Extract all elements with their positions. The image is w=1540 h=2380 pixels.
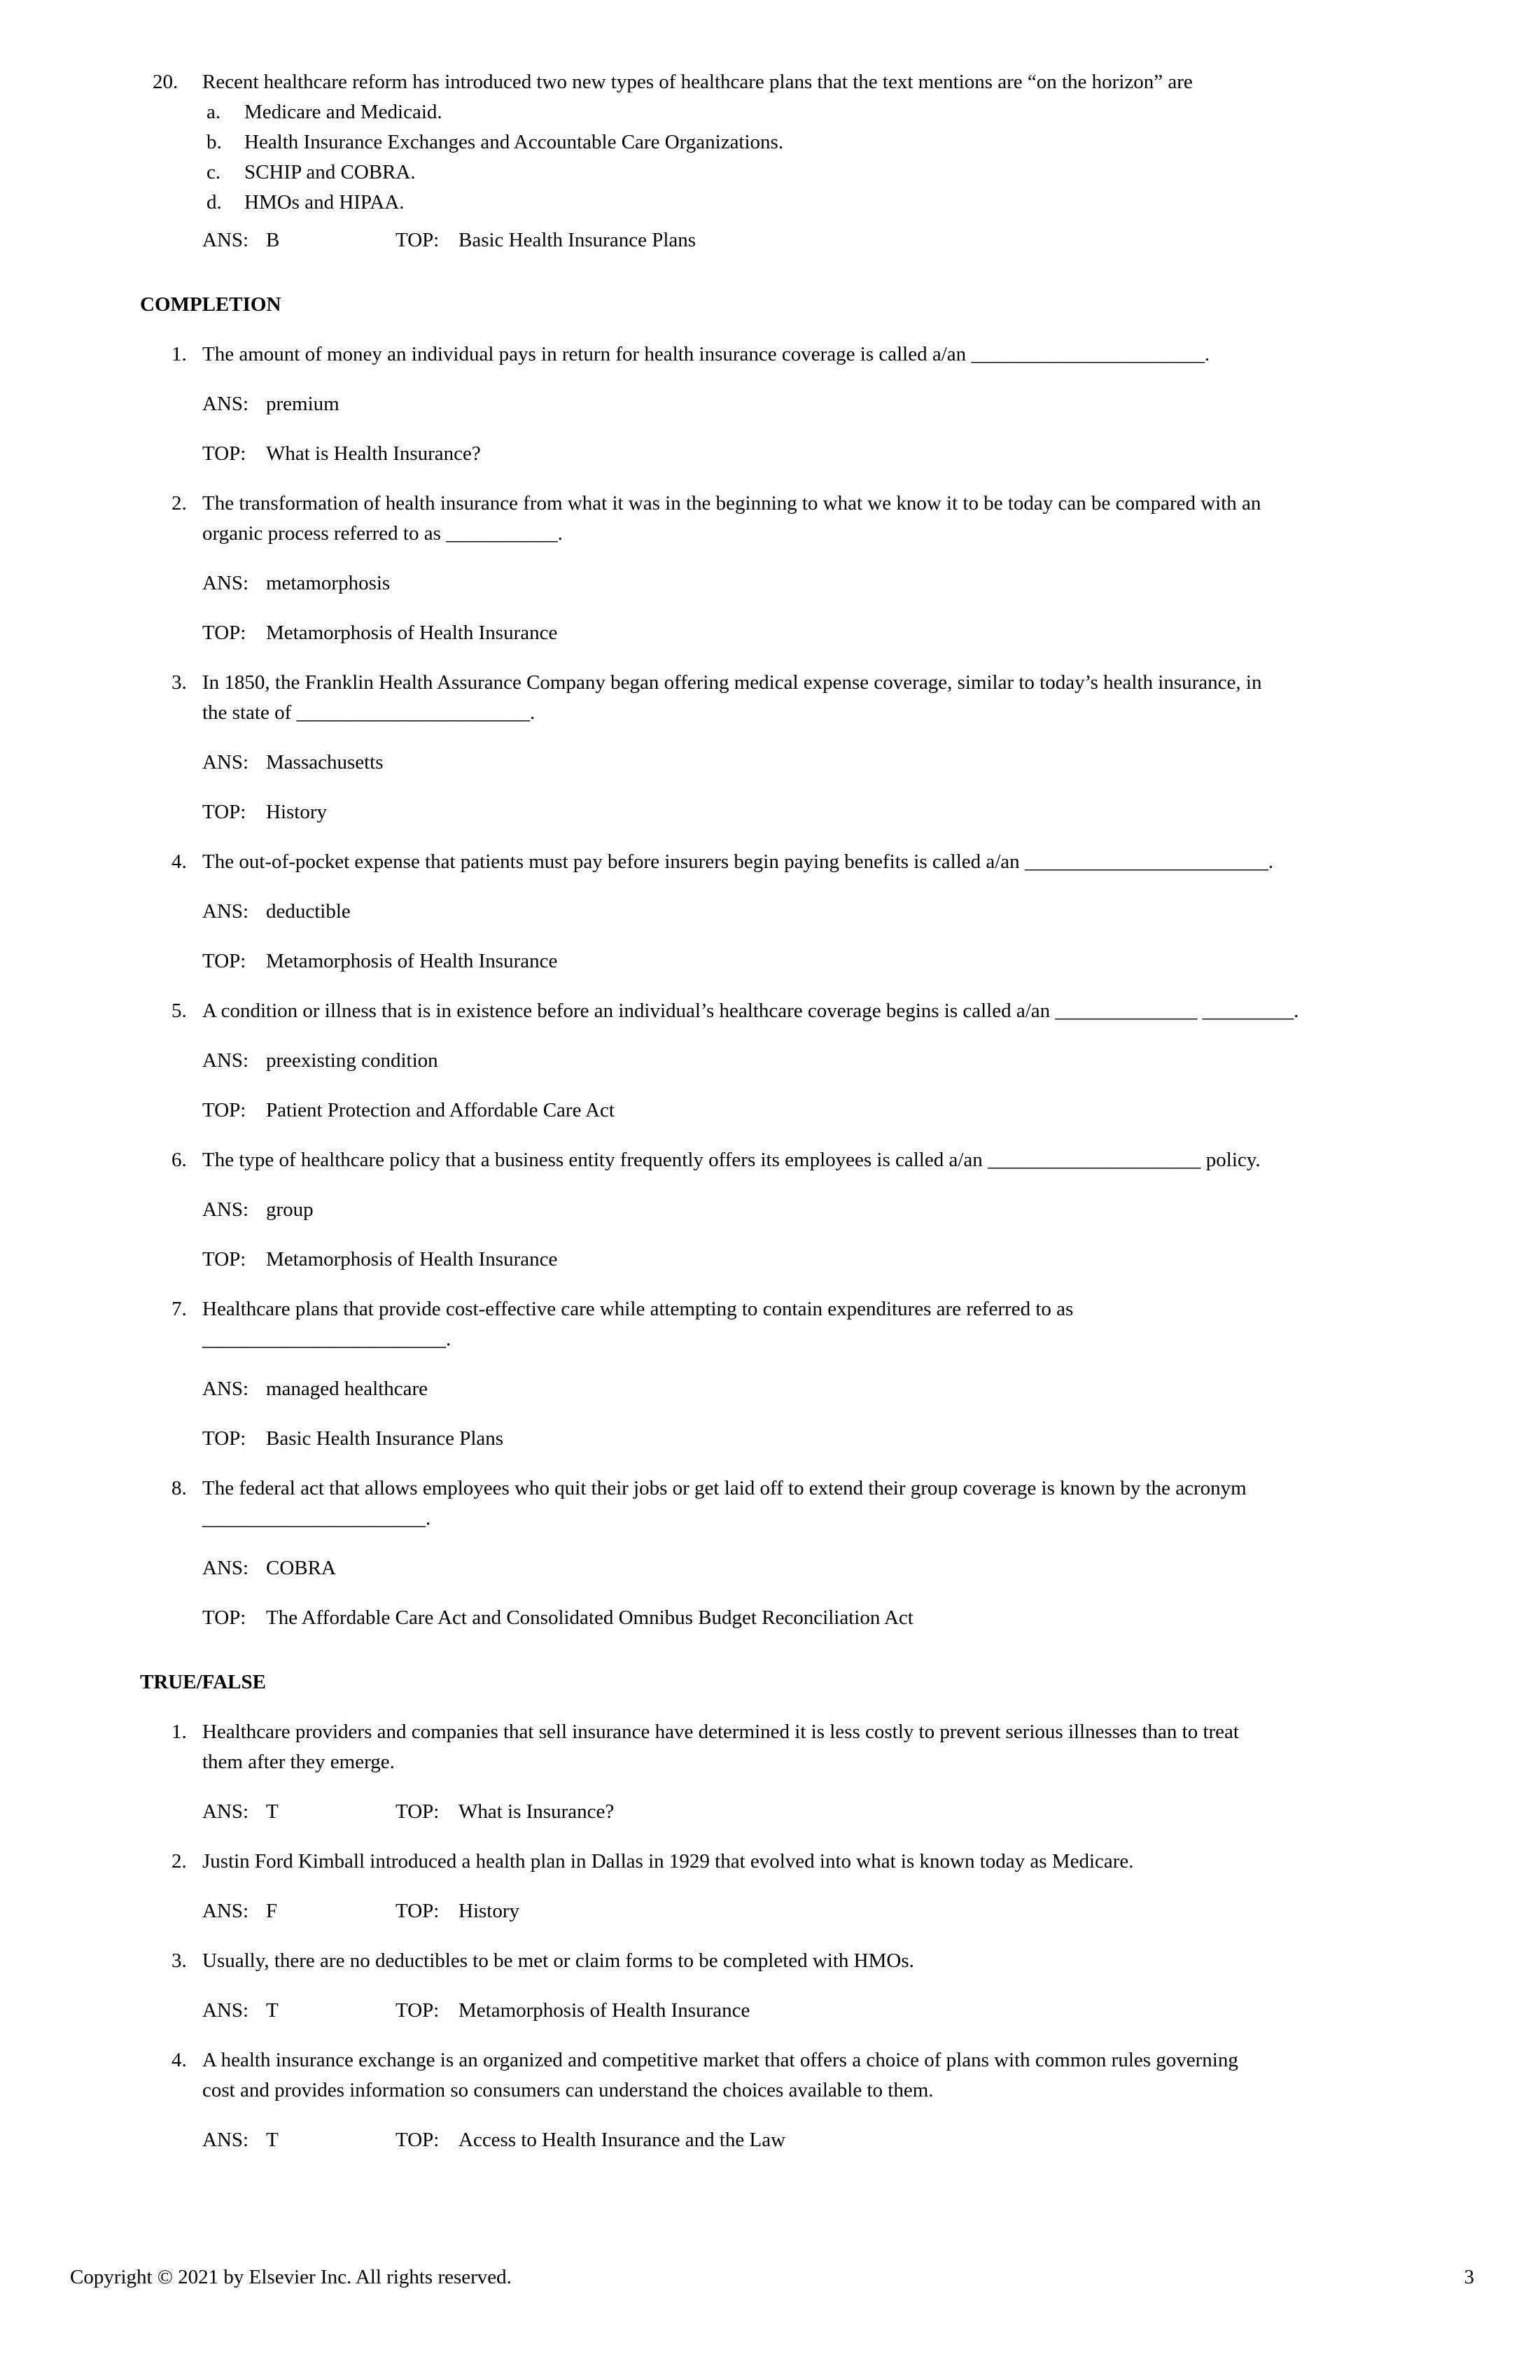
ans-label: ANS: (202, 751, 249, 774)
top-label: TOP: (396, 2129, 440, 2151)
top-value: History (266, 801, 327, 823)
answer-topic-row (202, 2125, 1540, 2155)
choice-text: HMOs and HIPAA. (244, 191, 405, 214)
choice-item-c (202, 158, 1540, 188)
topic-row (202, 1245, 1540, 1275)
top-label: TOP: (202, 1248, 246, 1270)
question-text: them after they emerge. (202, 1751, 395, 1773)
question-number: 1. (172, 1721, 187, 1743)
ans-label: ANS: (202, 393, 249, 415)
choice-item-d (202, 188, 1540, 218)
question-number: 4. (172, 850, 187, 873)
ans-value: B (266, 229, 280, 251)
completion-item-8 (0, 1474, 1540, 1633)
top-value: Metamorphosis of Health Insurance (266, 1248, 558, 1270)
question-number: 7. (172, 1298, 187, 1320)
question-text: Healthcare plans that provide cost-effective care while attempting to contain expenditures are referred to as (202, 1298, 1074, 1320)
ans-value: deductible (266, 900, 351, 923)
question-text: The transformation of health insurance from what it was in the beginning to what we know it to be today can be compared with an (202, 492, 1261, 514)
choice-text: SCHIP and COBRA. (244, 161, 416, 183)
choice-letter: b. (206, 131, 222, 153)
ans-label: ANS: (202, 1198, 249, 1221)
answer-row (202, 748, 1540, 778)
ans-label: ANS: (202, 1999, 249, 2022)
top-label: TOP: (202, 950, 246, 972)
ans-value: group (266, 1198, 314, 1221)
question-number: 3. (172, 671, 187, 694)
completion-item-1 (0, 340, 1540, 469)
ans-label: ANS: (202, 2129, 249, 2151)
topic-row (202, 797, 1540, 827)
question-text: ________________________. (202, 1328, 451, 1350)
answer-topic-row (202, 225, 1540, 255)
question-text: The federal act that allows employees who quit their jobs or get laid off to extend their group coverage is known by the acronym (202, 1477, 1247, 1499)
answer-topic-row (202, 1896, 1540, 1926)
top-value: Metamorphosis of Health Insurance (458, 1999, 750, 2022)
choice-letter: a. (206, 101, 221, 123)
topic-row (202, 946, 1540, 976)
answer-row (202, 897, 1540, 927)
topic-row (202, 1603, 1540, 1633)
top-value: The Affordable Care Act and Consolidated Omnibus Budget Reconciliation Act (266, 1606, 913, 1629)
ans-value: T (266, 2129, 279, 2151)
top-value: Metamorphosis of Health Insurance (266, 950, 558, 972)
top-label: TOP: (202, 1606, 246, 1629)
question-number: 3. (172, 1949, 187, 1972)
topic-row (202, 439, 1540, 469)
question-text: cost and provides information so consumers can understand the choices available to them. (202, 2079, 934, 2101)
answer-row (202, 389, 1540, 419)
question-text: The out-of-pocket expense that patients must pay before insurers begin paying benefits is called a/an ________________________. (202, 850, 1274, 873)
completion-item-2 (0, 489, 1540, 648)
question-text: The amount of money an individual pays in return for health insurance coverage is called a/an _______________________. (202, 343, 1210, 365)
ans-value: F (266, 1900, 278, 1922)
completion-item-5 (0, 996, 1540, 1126)
top-value: Metamorphosis of Health Insurance (266, 622, 558, 644)
answer-row (202, 1374, 1540, 1404)
ans-value: premium (266, 393, 340, 415)
page-footer (70, 2262, 1474, 2292)
top-value: Basic Health Insurance Plans (266, 1427, 504, 1450)
top-label: TOP: (202, 1427, 246, 1450)
top-label: TOP: (396, 1999, 440, 2022)
question-number: 8. (172, 1477, 187, 1499)
top-label: TOP: (202, 622, 246, 644)
truefalse-item-2 (0, 1847, 1540, 1926)
answer-topic-row (202, 1996, 1540, 2026)
top-label: TOP: (396, 1800, 440, 1823)
question-text: Usually, there are no deductibles to be met or claim forms to be completed with HMOs. (202, 1949, 914, 1972)
question-text: In 1850, the Franklin Health Assurance Company began offering medical expense coverage, similar to today’s health insurance, in (202, 671, 1262, 694)
ans-value: managed healthcare (266, 1378, 428, 1400)
ans-value: metamorphosis (266, 572, 391, 594)
top-value: Basic Health Insurance Plans (458, 229, 696, 251)
answer-topic-row (202, 1797, 1540, 1827)
footer-copyright: Copyright © 2021 by Elsevier Inc. All rights reserved. (70, 2266, 512, 2288)
top-label: TOP: (396, 229, 440, 251)
answer-row (202, 1553, 1540, 1583)
answer-row (202, 1195, 1540, 1225)
topic-row (202, 1096, 1540, 1126)
question-text: Healthcare providers and companies that sell insurance have determined it is less costly to prevent serious illnesses than to treat (202, 1721, 1239, 1743)
question-number: 20. (153, 71, 178, 93)
choice-text: Medicare and Medicaid. (244, 101, 442, 123)
top-value: History (458, 1900, 519, 1922)
topic-row (202, 618, 1540, 648)
question-number: 5. (172, 1000, 187, 1022)
choice-list (202, 97, 1540, 218)
completion-item-6 (0, 1145, 1540, 1275)
ans-value: Massachusetts (266, 751, 384, 774)
section-heading-completion: COMPLETION (140, 293, 281, 316)
question-text: organic process referred to as ___________. (202, 522, 563, 545)
truefalse-item-3 (0, 1946, 1540, 2026)
choice-text: Health Insurance Exchanges and Accountable Care Organizations. (244, 131, 784, 153)
ans-value: preexisting condition (266, 1049, 438, 1072)
ans-value: COBRA (266, 1557, 336, 1579)
question-text: A condition or illness that is in existence before an individual’s healthcare coverage begins is called a/an ______________ _________. (202, 1000, 1299, 1022)
choice-letter: d. (206, 191, 222, 214)
ans-label: ANS: (202, 900, 249, 923)
top-value: Patient Protection and Affordable Care Act (266, 1099, 615, 1121)
top-label: TOP: (202, 801, 246, 823)
completion-item-7 (0, 1294, 1540, 1454)
answer-row (202, 1046, 1540, 1076)
question-text: Justin Ford Kimball introduced a health plan in Dallas in 1929 that evolved into what is known today as Medicare. (202, 1850, 1134, 1872)
ans-label: ANS: (202, 572, 249, 594)
question-text: the state of _______________________. (202, 701, 536, 724)
question-number: 2. (172, 1850, 187, 1872)
question-number: 6. (172, 1149, 187, 1171)
ans-label: ANS: (202, 1900, 249, 1922)
section-heading-truefalse: TRUE/FALSE (140, 1671, 266, 1693)
question-text: ______________________. (202, 1507, 431, 1530)
completion-item-4 (0, 847, 1540, 976)
top-label: TOP: (202, 442, 246, 465)
answer-row (202, 568, 1540, 598)
topic-row (202, 1424, 1540, 1454)
top-label: TOP: (202, 1099, 246, 1121)
choice-letter: c. (206, 161, 221, 183)
ans-label: ANS: (202, 1378, 249, 1400)
top-value: What is Insurance? (458, 1800, 615, 1823)
ans-value: T (266, 1800, 279, 1823)
question-text: Recent healthcare reform has introduced two new types of healthcare plans that the text mentions are “on the horizon” are (202, 71, 1193, 93)
ans-label: ANS: (202, 229, 249, 251)
question-number: 4. (172, 2049, 187, 2071)
question-text: A health insurance exchange is an organized and competitive market that offers a choice of plans with common rules governing (202, 2049, 1238, 2071)
completion-item-3 (0, 668, 1540, 827)
choice-item-a (202, 97, 1540, 127)
top-label: TOP: (396, 1900, 440, 1922)
question-text: The type of healthcare policy that a business entity frequently offers its employees is called a/an _____________________ policy. (202, 1149, 1261, 1171)
ans-label: ANS: (202, 1049, 249, 1072)
top-value: What is Health Insurance? (266, 442, 481, 465)
question-number: 1. (172, 343, 187, 365)
ans-label: ANS: (202, 1800, 249, 1823)
ans-label: ANS: (202, 1557, 249, 1579)
choice-item-b (202, 127, 1540, 158)
truefalse-item-4 (0, 2045, 1540, 2155)
ans-value: T (266, 1999, 279, 2022)
truefalse-item-1 (0, 1717, 1540, 1827)
footer-page-number: 3 (1464, 2266, 1474, 2288)
mc-question-20 (0, 67, 1540, 255)
question-number: 2. (172, 492, 187, 514)
top-value: Access to Health Insurance and the Law (458, 2129, 786, 2151)
